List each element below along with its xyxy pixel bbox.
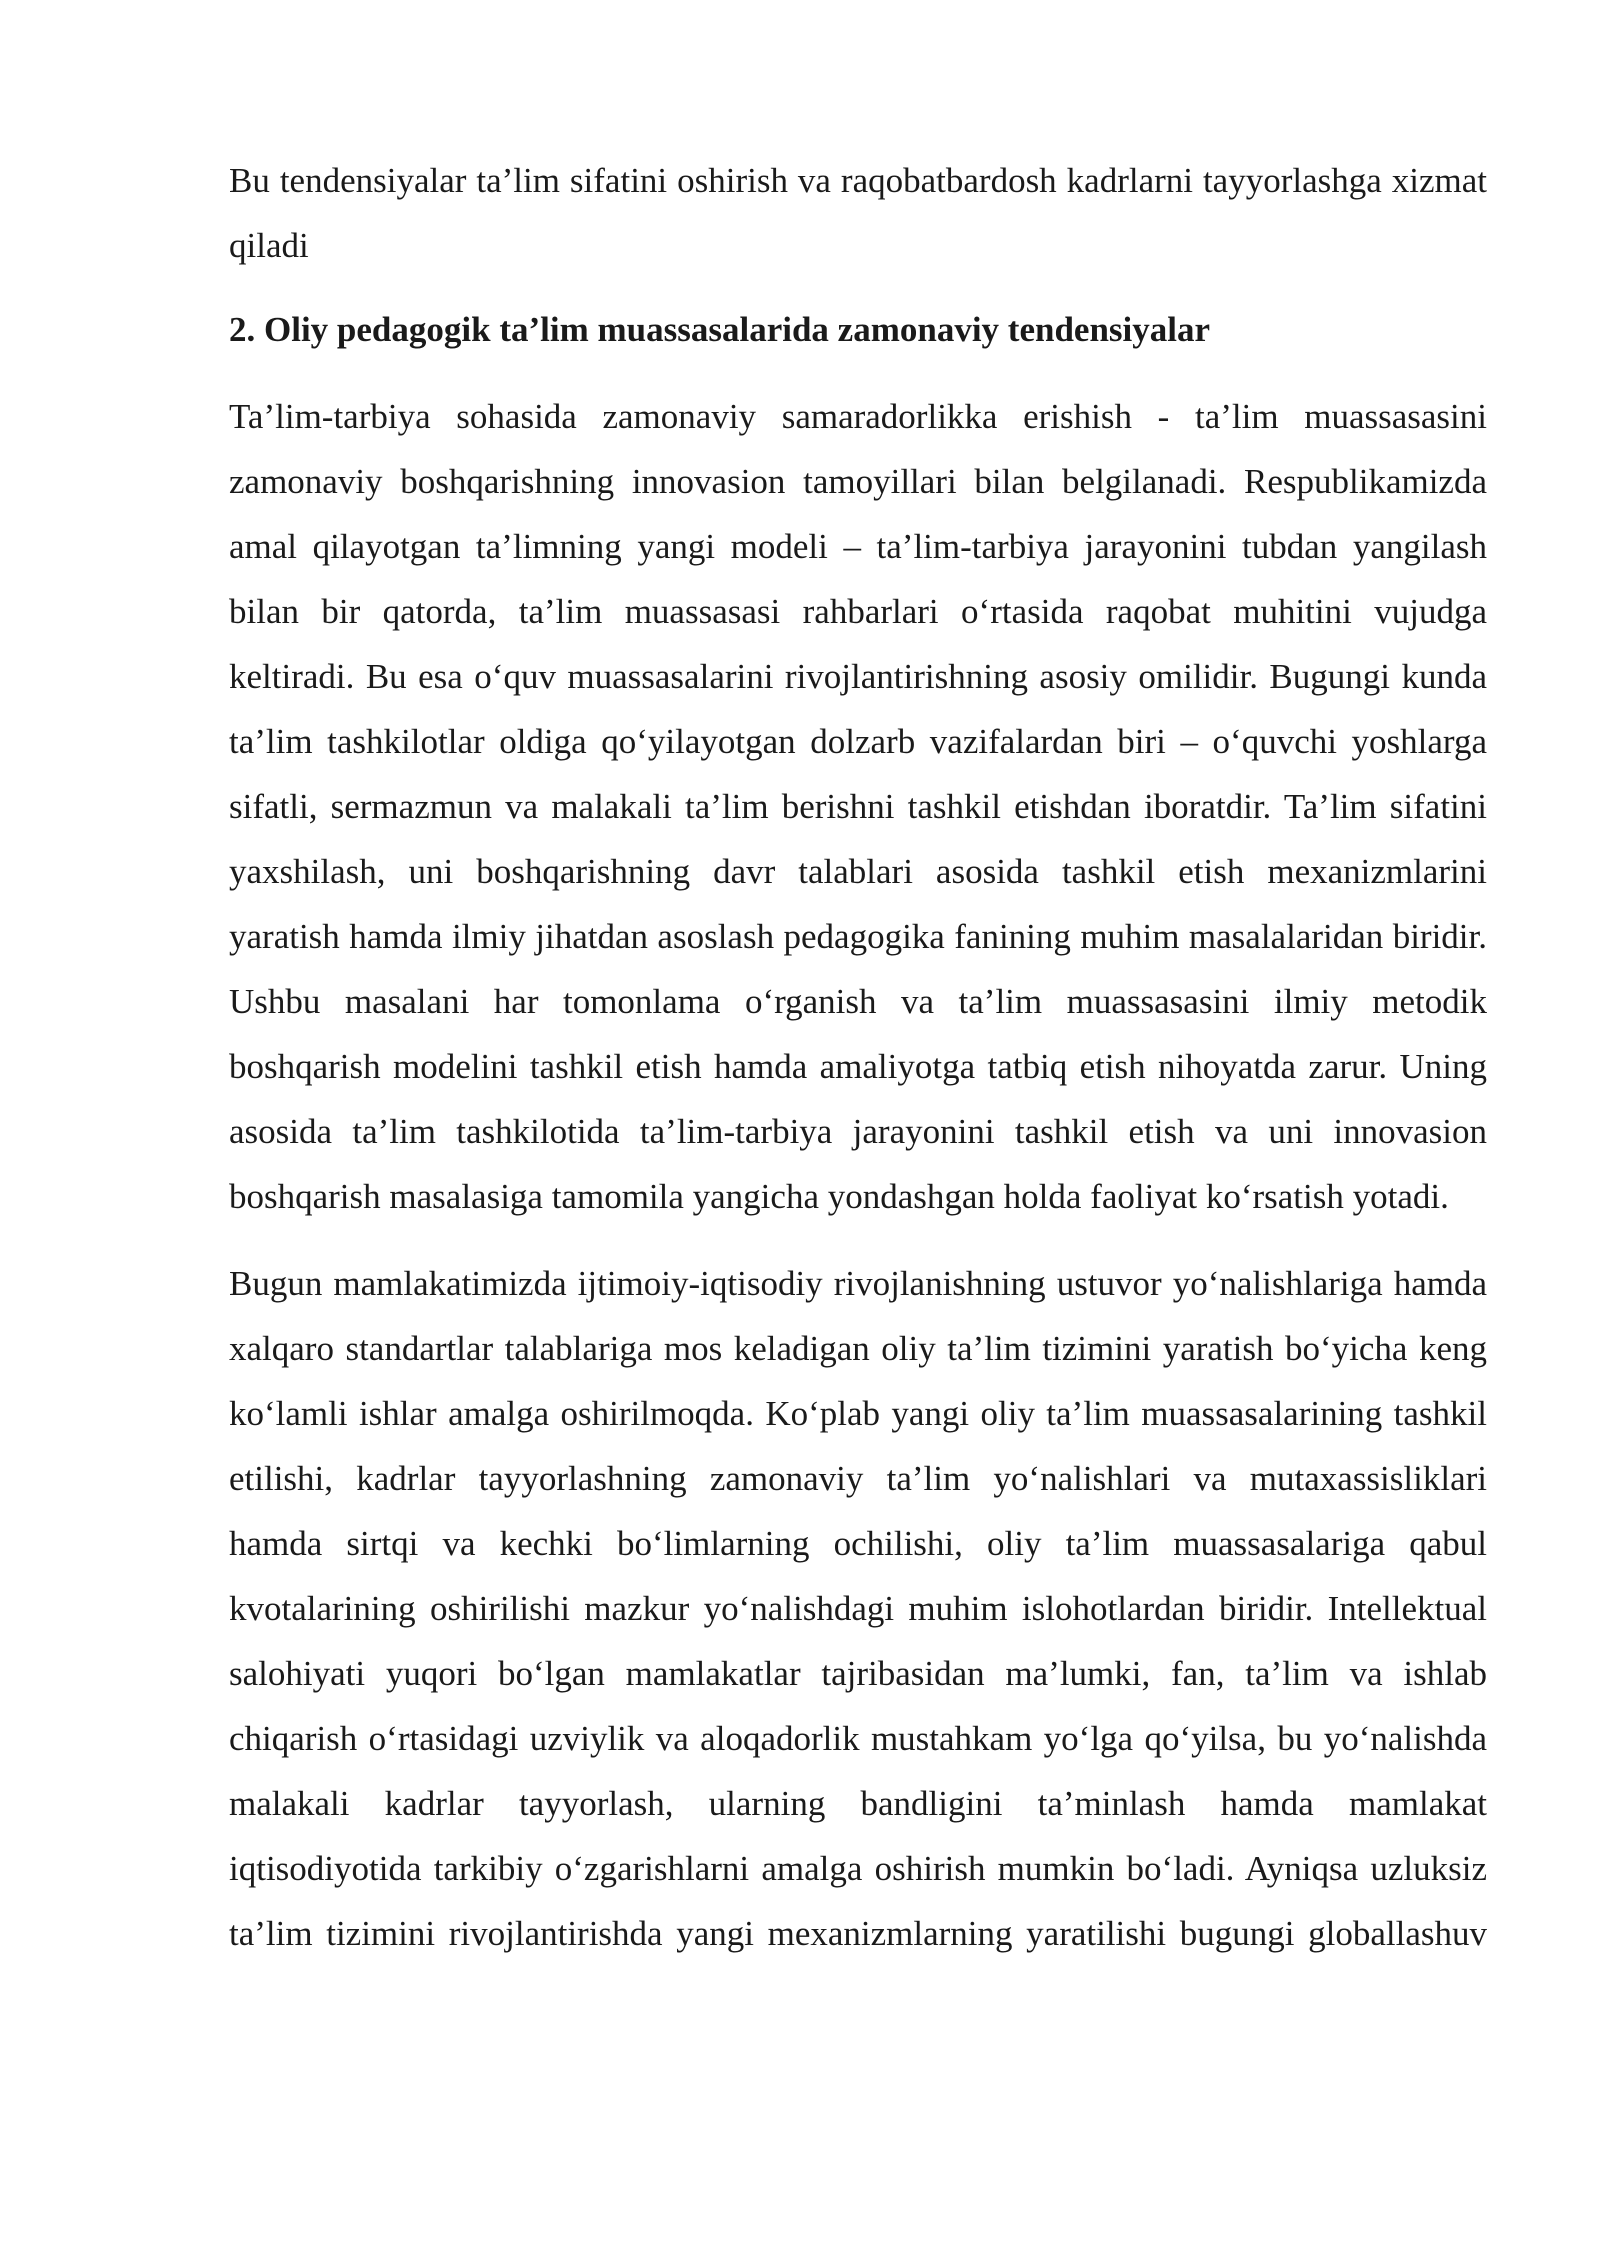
- section-heading: 2. Oliy pedagogik ta’lim muassasalarida zamonaviy tendensiyalar: [229, 310, 1211, 349]
- body-paragraph-2: Bugun mamlakatimizda ijtimoiy-iqtisodiy rivojlanishning ustuvor yo‘nalishlariga hamda xalqaro standartlar talablariga mos keladigan oliy ta’lim tizimini yaratish bo‘yicha keng ko‘lamli ishlar amalga oshirilmoqda. Ko‘plab yangi oliy ta’lim muassasalarining tashkil etilishi, kadrlar tayyorlashning zamonaviy ta’lim yo‘nalishlari va mutaxassisliklari hamda sirtqi va kechki bo‘limlarning ochilishi, oliy ta’lim muassasalariga qabul kvotalarining oshirilishi mazkur yo‘nalishdagi muhim islohotlardan biridir. Intellektual salohiyati yuqori bo‘lgan mamlakatlar tajribasidan ma’lumki, fan, ta’lim va ishlab chiqarish o‘rtasidagi uzviylik va aloqadorlik mustahkam yo‘lga qo‘yilsa, bu yo‘nalishda malakali kadrlar tayyorlash, ularning bandligini ta’minlash hamda mamlakat iqtisodiyotida tarkibiy o‘zgarishlarni amalga oshirish mumkin bo‘ladi. Ayniqsa uzluksiz ta’lim tizimini rivojlantirishda yangi mexanizmlarning yaratilishi bugungi globallashuv: [229, 1264, 1487, 1953]
- intro-paragraph: Bu tendensiyalar ta’lim sifatini oshirish va raqobatbardosh kadrlarni tayyorlashga xizmat qiladi: [229, 161, 1487, 265]
- document-page: [229, 148, 1487, 1966]
- body-paragraph-1: Ta’lim-tarbiya sohasida zamonaviy samaradorlikka erishish - ta’lim muassasasini zamonaviy boshqarishning innovasion tamoyillari bilan belgilanadi. Respublikamizda amal qilayotgan ta’limning yangi modeli – ta’lim-tarbiya jarayonini tubdan yangilash bilan bir qatorda, ta’lim muassasasi rahbarlari o‘rtasida raqobat muhitini vujudga keltiradi. Bu esa o‘quv muassasalarini rivojlantirishning asosiy omilidir. Bugungi kunda ta’lim tashkilotlar oldiga qo‘yilayotgan dolzarb vazifalardan biri – o‘quvchi yoshlarga sifatli, sermazmun va malakali ta’lim berishni tashkil etishdan iboratdir. Ta’lim sifatini yaxshilash, uni boshqarishning davr talablari asosida tashkil etish mexanizmlarini yaratish hamda ilmiy jihatdan asoslash pedagogika fanining muhim masalalaridan biridir. Ushbu masalani har tomonlama o‘rganish va ta’lim muassasasini ilmiy metodik boshqarish modelini tashkil etish hamda amaliyotga tatbiq etish nihoyatda zarur. Uning asosida ta’lim tashkilotida ta’lim-tarbiya jarayonini tashkil etish va uni innovasion boshqarish masalasiga tamomila yangicha yondashgan holda faoliyat ko‘rsatish yotadi.: [229, 397, 1487, 1216]
